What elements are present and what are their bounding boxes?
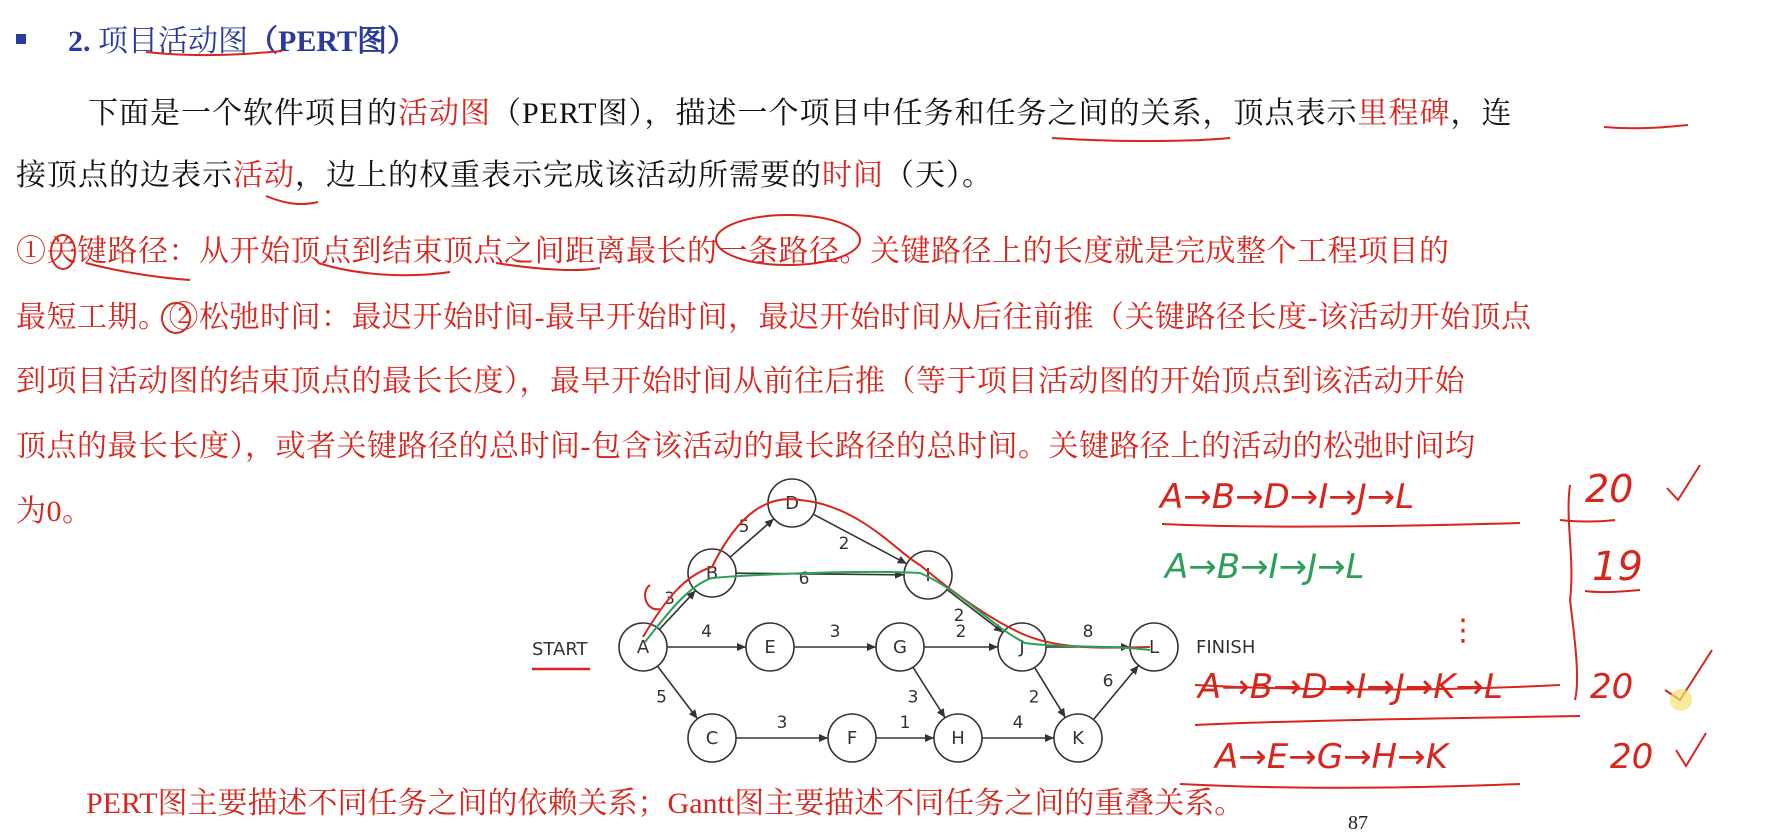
start-label: START: [532, 639, 588, 660]
edge-weight-A-C: 5: [656, 687, 667, 708]
intro-text: （天）。: [884, 159, 993, 192]
edge-weight-F-H: 1: [899, 713, 911, 733]
weight-circle: [645, 585, 660, 609]
edge-weight-G-J: 2: [955, 622, 967, 642]
page-number: 87: [1348, 812, 1368, 834]
edge-K-L: [1093, 665, 1138, 719]
edge-weight-A-E: 4: [701, 622, 712, 642]
edge-weight-D-I: 2: [838, 534, 850, 554]
intro-highlight: 活动: [233, 159, 295, 192]
node-label-I: I: [925, 565, 931, 586]
intro-text: ，边上的权重表示完成该活动所需要的: [295, 159, 822, 192]
finish-label: FINISH: [1196, 637, 1256, 658]
note-line: 到项目活动图的结束顶点的最长长度），最早开始时间从前往后推（等于项目活动图的开始顶点到该活动开始: [16, 365, 1465, 398]
node-label-K: K: [1072, 728, 1084, 749]
highlight-circle: [716, 215, 860, 265]
intro-text: ，连: [1450, 97, 1513, 130]
node-label-G: G: [893, 637, 907, 658]
intro-text: （PERT图），描述一个项目中任务和任务之间的关系，顶点表示: [491, 97, 1358, 130]
edge-weight-B-D: 5: [738, 517, 750, 537]
handwritten-path-3: A→B→D→I→J→K→L: [1198, 667, 1503, 707]
handwritten-value: 20: [1585, 467, 1634, 511]
intro-highlight: 活动图: [398, 97, 491, 130]
node-label-H: H: [951, 728, 965, 749]
node-label-F: F: [846, 728, 858, 749]
section-title: 项目活动图: [98, 25, 248, 58]
edge-weight-J-L: 8: [1082, 622, 1094, 642]
highlight-circle: [162, 303, 190, 333]
check-marks: [1665, 465, 1712, 766]
edge-weight-E-G: 3: [829, 622, 841, 642]
handwritten-path-1: A→B→D→I→J→L: [1160, 477, 1415, 517]
node-label-A: A: [636, 637, 650, 658]
edge-weight-H-K: 4: [1012, 713, 1024, 733]
edge-weight-J-K: 2: [1028, 687, 1040, 708]
note-line: 顶点的最长长度），或者关键路径的总时间-包含该活动的最长路径的总时间。关键路径上的活动的松弛时间均: [16, 430, 1476, 463]
node-label-C: C: [705, 728, 719, 749]
cursor-highlight-icon: [1670, 689, 1692, 711]
highlight-circle: [51, 235, 75, 269]
intro-highlight: 里程碑: [1357, 97, 1451, 130]
node-label-D: D: [785, 493, 799, 514]
diagram-nodes: [619, 479, 1178, 762]
handwritten-value: 20: [1590, 667, 1634, 707]
handwritten-dots: ⋮: [1448, 613, 1478, 648]
handwritten-value: 20: [1610, 737, 1654, 777]
note-line: 为0。: [16, 495, 93, 528]
node-label-J: J: [1019, 637, 1025, 658]
edge-B-D: [730, 519, 774, 557]
intro-highlight: 时间: [822, 159, 884, 192]
section-number: 2.: [68, 25, 91, 58]
note-line: 最短工期。②松弛时间：最迟开始时间-最早开始时间，最迟开始时间从后往前推（关键路径长度-该活动开始顶点: [16, 301, 1532, 334]
node-label-L: L: [1148, 637, 1160, 658]
intro-text: 接顶点的边表示: [16, 159, 233, 192]
edge-weight-I-J: 2: [953, 606, 965, 626]
node-label-B: B: [705, 563, 719, 584]
handwritten-path-4: A→E→G→H→K: [1215, 737, 1448, 777]
handwritten-path-2: A→B→I→J→L: [1165, 547, 1365, 587]
edge-weight-K-L: 6: [1102, 671, 1114, 692]
bottom-note: PERT图主要描述不同任务之间的依赖关系；Gantt图主要描述不同任务之间的重叠关系。: [86, 787, 1245, 820]
handwritten-value: 19: [1592, 544, 1643, 590]
edge-weight-B-I: 6: [798, 569, 810, 589]
section-title-paren: （PERT图）: [248, 25, 417, 58]
intro-text: 下面是一个软件项目的: [88, 97, 398, 130]
edge-weight-A-B: 3: [664, 589, 675, 609]
edge-weight-C-F: 3: [776, 713, 788, 733]
edge-weight-G-H: 3: [907, 687, 919, 708]
note-line: ①关键路径：从开始顶点到结束顶点之间距离最长的一条路径。关键路径上的长度就是完成整个工程项目的: [16, 235, 1450, 268]
node-label-E: E: [764, 637, 776, 658]
